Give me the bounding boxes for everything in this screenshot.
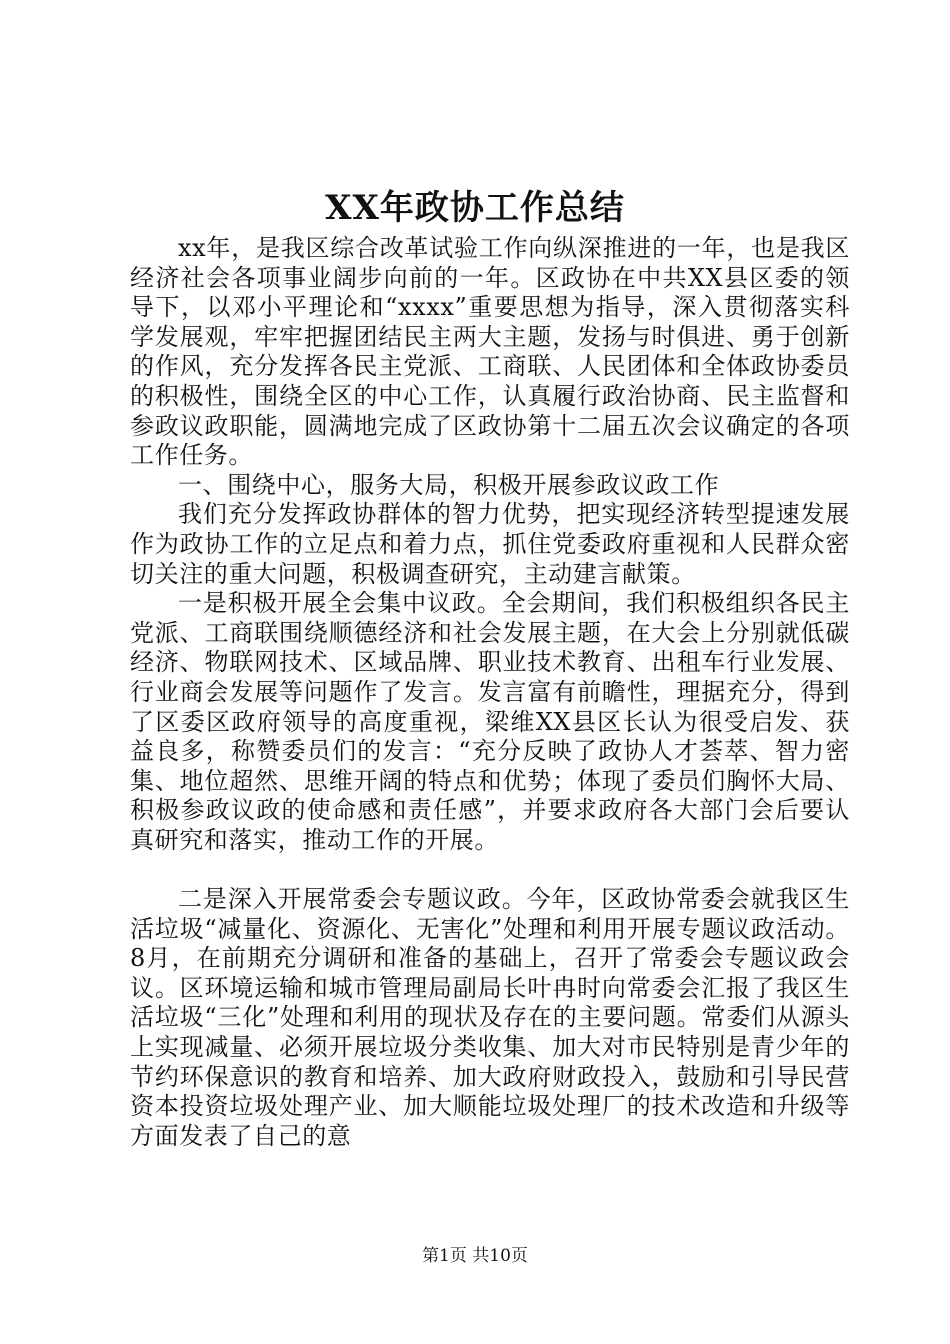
paragraph-section-1-summary: 我们充分发挥政协群体的智力优势，把实现经济转型提速发展作为政协工作的立足点和着力点，抓住党委政府重视和人民群众密切关注的重大问题，积极调查研究，主动建言献策。 [130, 500, 850, 588]
paragraph-intro: xx年，是我区综合改革试验工作向纵深推进的一年，也是我区经济社会各项事业阔步向前的一年。区政协在中共XX县区委的领导下，以邓小平理论和“xxxx”重要思想为指导，深入贯彻落实科学发展观，牢牢把握团结民主两大主题，发扬与时俱进、勇于创新的作风，充分发挥各民主党派、工商联、人民团体和全体政协委员的积极性，围绕全区的中心工作，认真履行政治协商、民主监督和参政议政职能，圆满地完成了区政协第十二届五次会议确定的各项工作任务。 [130, 234, 850, 470]
page-footer: 第1页 共10页 [422, 1246, 528, 1266]
paragraph-standing-committee: 二是深入开展常委会专题议政。今年，区政协常委会就我区生活垃圾“减量化、资源化、无害化”处理和利用开展专题议政活动。8月，在前期充分调研和准备的基础上，召开了常委会专题议政会议。区环境运输和城市管理局副局长叶冉时向常委会汇报了我区生活垃圾“三化”处理和利用的现状及存在的主要问题。常委们从源头上实现减量、必须开展垃圾分类收集、加大对市民特别是青少年的节约环保意识的教育和培养、加大政府财政投入，鼓励和引导民营资本投资垃圾处理产业、加大顺能垃圾处理厂的技术改造和升级等方面发表了自己的意 [130, 885, 850, 1150]
document-title: XX年政协工作总结 [325, 188, 625, 228]
paragraph-plenary-discussion: 一是积极开展全会集中议政。全会期间，我们积极组织各民主党派、工商联围绕顺德经济和社会发展主题，在大会上分别就低碳经济、物联网技术、区域品牌、职业技术教育、出租车行业发展、行业商会发展等问题作了发言。发言富有前瞻性，理据充分，得到了区委区政府领导的高度重视，梁维XX县区长认为很受启发、获益良多，称赞委员们的发言：“充分反映了政协人才荟萃、智力密集、地位超然、思维开阔的特点和优势；体现了委员们胸怀大局、积极参政议政的使命感和责任感”，并要求政府各大部门会后要认真研究和落实，推动工作的开展。 [130, 589, 850, 854]
section-heading-1: 一、围绕中心，服务大局，积极开展参政议政工作 [178, 470, 720, 499]
document-body [130, 234, 850, 1151]
